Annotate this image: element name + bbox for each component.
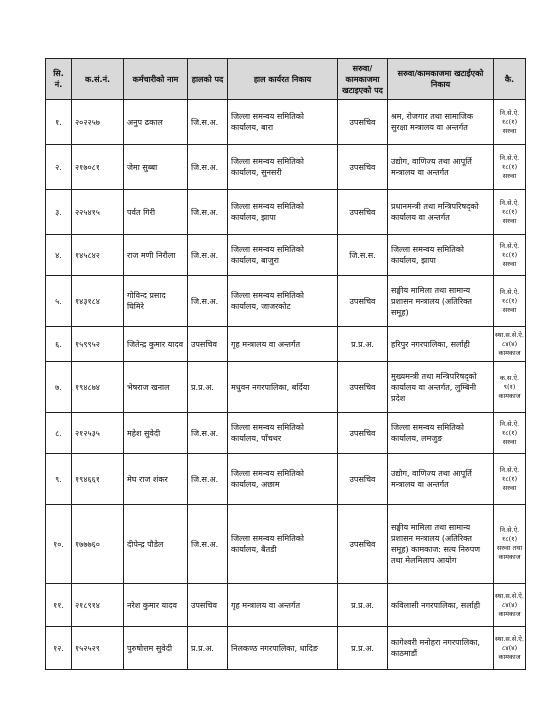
table-row [46,327,526,362]
cell-remarks: स्था.स.से.ऐ. ८४(४) कामकाज [494,584,526,627]
cell-code: १७७७६० [72,505,124,584]
cell-code: २१२५३५ [72,413,124,454]
cell-remarks: स्था.स.से.ऐ. ८४(४) कामकाज [494,327,526,362]
cell-name: पर्वत गिरी [124,190,188,235]
header-post: हालको पद [188,59,228,100]
cell-office: जिल्ला समन्वय समितिको कार्यालय, सुनसरी [228,145,338,190]
cell-office: गृह मन्त्रालय वा अन्तर्गत [228,584,338,627]
header-name: कर्मचारीको नाम [124,59,188,100]
cell-name: जितेन्द्र कुमार यादव [124,327,188,362]
cell-code: १९४८७४ [72,362,124,413]
header-office: हाल कार्यरत निकाय [228,59,338,100]
cell-transfer-post: उपसचिव [338,413,388,454]
table-header-row [46,59,526,100]
cell-sn: ८. [46,413,72,454]
cell-transfer-post: उपसचिव [338,100,388,145]
cell-sn: १. [46,100,72,145]
cell-name: गोविन्द प्रसाद घिमिरे [124,276,188,327]
table-row [46,100,526,145]
cell-post: जि.स.अ. [188,235,228,276]
table-row [46,145,526,190]
cell-office: निलकण्ठ नगरपालिका, धादिङ [228,627,338,670]
cell-remarks: नि.से.ऐ. १८(१) सरुवा [494,145,526,190]
cell-office: मधुवन नगरपालिका, बर्दिया [228,362,338,413]
cell-code: २२५४१५ [72,190,124,235]
cell-name: अनुप ढकाल [124,100,188,145]
cell-post: जि.स.अ. [188,145,228,190]
cell-sn: ११. [46,584,72,627]
cell-sn: ७. [46,362,72,413]
cell-office: जिल्ला समन्वय समितिको कार्यालय, झापा [228,190,338,235]
cell-post: प्र.प्र.अ. [188,627,228,670]
header-code: क.सं.नं. [72,59,124,100]
table-row [46,454,526,505]
cell-code: २१८९१४ [72,584,124,627]
cell-remarks: नि.से.ऐ. १८(१) सरुवा [494,276,526,327]
cell-office: जिल्ला समन्वय समितिको कार्यालय, पाँचथर [228,413,338,454]
cell-sn: ४. [46,235,72,276]
cell-office: गृह मन्त्रालय वा अन्तर्गत [228,327,338,362]
cell-sn: २. [46,145,72,190]
cell-transfer-post: जि.स.स. [338,235,388,276]
table-row [46,235,526,276]
cell-transfer-office: श्रम, रोजगार तथा सामाजिक सुरक्षा मन्त्रालय वा अन्तर्गत [388,100,494,145]
cell-transfer-post: उपसचिव [338,145,388,190]
cell-office: जिल्ला समन्वय समितिको कार्यालय, बाजुरा [228,235,338,276]
cell-transfer-post: प्र.प्र.अ. [338,584,388,627]
cell-office: जिल्ला समन्वय समितिको कार्यालय, जाजरकोट [228,276,338,327]
cell-name: जेमा सुब्बा [124,145,188,190]
cell-office: जिल्ला समन्वय समितिको कार्यालय, बारा [228,100,338,145]
cell-transfer-post: उपसचिव [338,362,388,413]
cell-post: जि.स.अ. [188,190,228,235]
cell-transfer-post: उपसचिव [338,454,388,505]
cell-transfer-office: सङ्घीय मामिला तथा सामान्य प्रशासन मन्त्रालय (अतिरिक्त समूह) [388,276,494,327]
cell-transfer-post: प्र.प्र.अ. [338,627,388,670]
table-row [46,276,526,327]
cell-transfer-office: प्रधानमन्त्री तथा मन्त्रिपरिषद्को कार्यालय वा अन्तर्गत [388,190,494,235]
cell-code: २१७०८१ [72,145,124,190]
cell-transfer-post: उपसचिव [338,505,388,584]
header-transfer-office: सरुवा/कामकाजमा खटाईएको निकाय [388,59,494,100]
cell-code: २०२२५७ [72,100,124,145]
cell-code: १४३१८४ [72,276,124,327]
cell-sn: १२. [46,627,72,670]
cell-post: जि.स.अ. [188,276,228,327]
cell-transfer-office: उद्योग, वाणिज्य तथा आपूर्ति मन्त्रालय वा अन्तर्गत [388,145,494,190]
cell-code: १५९९५२ [72,327,124,362]
cell-transfer-office: मुख्यमन्त्री तथा मन्त्रिपरिषद्को कार्यालय वा अन्तर्गत, लुम्बिनी प्रदेश [388,362,494,413]
cell-sn: ५. [46,276,72,327]
cell-transfer-office: कविलासी नगरपालिका, सर्लाही [388,584,494,627]
cell-remarks: नि.से.ऐ. १८(१) सरुवा [494,100,526,145]
cell-code: १९४६६१ [72,454,124,505]
cell-name: दीपेन्द्र पौडेल [124,505,188,584]
cell-transfer-post: उपसचिव [338,190,388,235]
cell-code: १५२५२९ [72,627,124,670]
cell-remarks: नि.से.ऐ. १८(१) सरुवा [494,454,526,505]
cell-name: महेश सुवेदी [124,413,188,454]
cell-transfer-office: जिल्ला समन्वय समितिको कार्यालय, लमजुङ [388,413,494,454]
cell-post: उपसचिव [188,584,228,627]
header-transfer-post: सरुवा/कामकाजमा खटाइएको पद [338,59,388,100]
table-row [46,190,526,235]
header-remarks: कै. [494,59,526,100]
cell-post: उपसचिव [188,327,228,362]
cell-post: जि.स.अ. [188,454,228,505]
cell-sn: ३. [46,190,72,235]
cell-post: जि.स.अ. [188,413,228,454]
header-sn: सि. नं. [46,59,72,100]
cell-remarks: नि.से.ऐ. १८(१) सरुवा [494,190,526,235]
cell-remarks: क.स.ऐ. ९(१) कामकाज [494,362,526,413]
cell-name: पुरुषोत्तम सुवेदी [124,627,188,670]
cell-post: प्र.प्र.अ. [188,362,228,413]
cell-remarks: नि.से.ऐ. १८(१) सरुवा [494,413,526,454]
cell-transfer-post: प्र.प्र.अ. [338,327,388,362]
cell-sn: ९. [46,454,72,505]
cell-transfer-office: कागेश्वरी मनोहरा नगरपालिका, काठमाडौं [388,627,494,670]
cell-name: मेघ राज शंकर [124,454,188,505]
cell-sn: ६. [46,327,72,362]
cell-office: जिल्ला समन्वय समितिको कार्यालय, अछाम [228,454,338,505]
cell-code: १४५८४२ [72,235,124,276]
table-row [46,362,526,413]
table-row [46,627,526,670]
cell-transfer-office: हरिपुर नगरपालिका, सर्लाही [388,327,494,362]
cell-transfer-office: उद्योग, वाणिज्य तथा आपूर्ति मन्त्रालय वा अन्तर्गत [388,454,494,505]
cell-name: राज मणी निरौला [124,235,188,276]
cell-transfer-office: सङ्घीय मामिला तथा सामान्य प्रशासन मन्त्रालय (अतिरिक्त समूह) कामकाज: सत्य निरुपण तथा मेलमिलाप आयोग [388,505,494,584]
cell-remarks: नि.से.ऐ. १८(१) सरुवा तथा कामकाज [494,505,526,584]
cell-post: जि.स.अ. [188,100,228,145]
cell-name: भेषराज खनाल [124,362,188,413]
cell-post: जि.स.अ. [188,505,228,584]
cell-sn: १०. [46,505,72,584]
table-row [46,413,526,454]
cell-remarks: नि.से.ऐ. १८(१) सरुवा [494,235,526,276]
table-row [46,505,526,584]
transfer-table [45,58,526,670]
cell-office: जिल्ला समन्वय समितिको कार्यालय, बैतडी [228,505,338,584]
cell-name: नरेश कुमार यादव [124,584,188,627]
cell-transfer-office: जिल्ला समन्वय समितिको कार्यालय, झापा [388,235,494,276]
table-row [46,584,526,627]
cell-transfer-post: उपसचिव [338,276,388,327]
cell-remarks: स्था.स.से.ऐ. ८४(४) कामकाज [494,627,526,670]
